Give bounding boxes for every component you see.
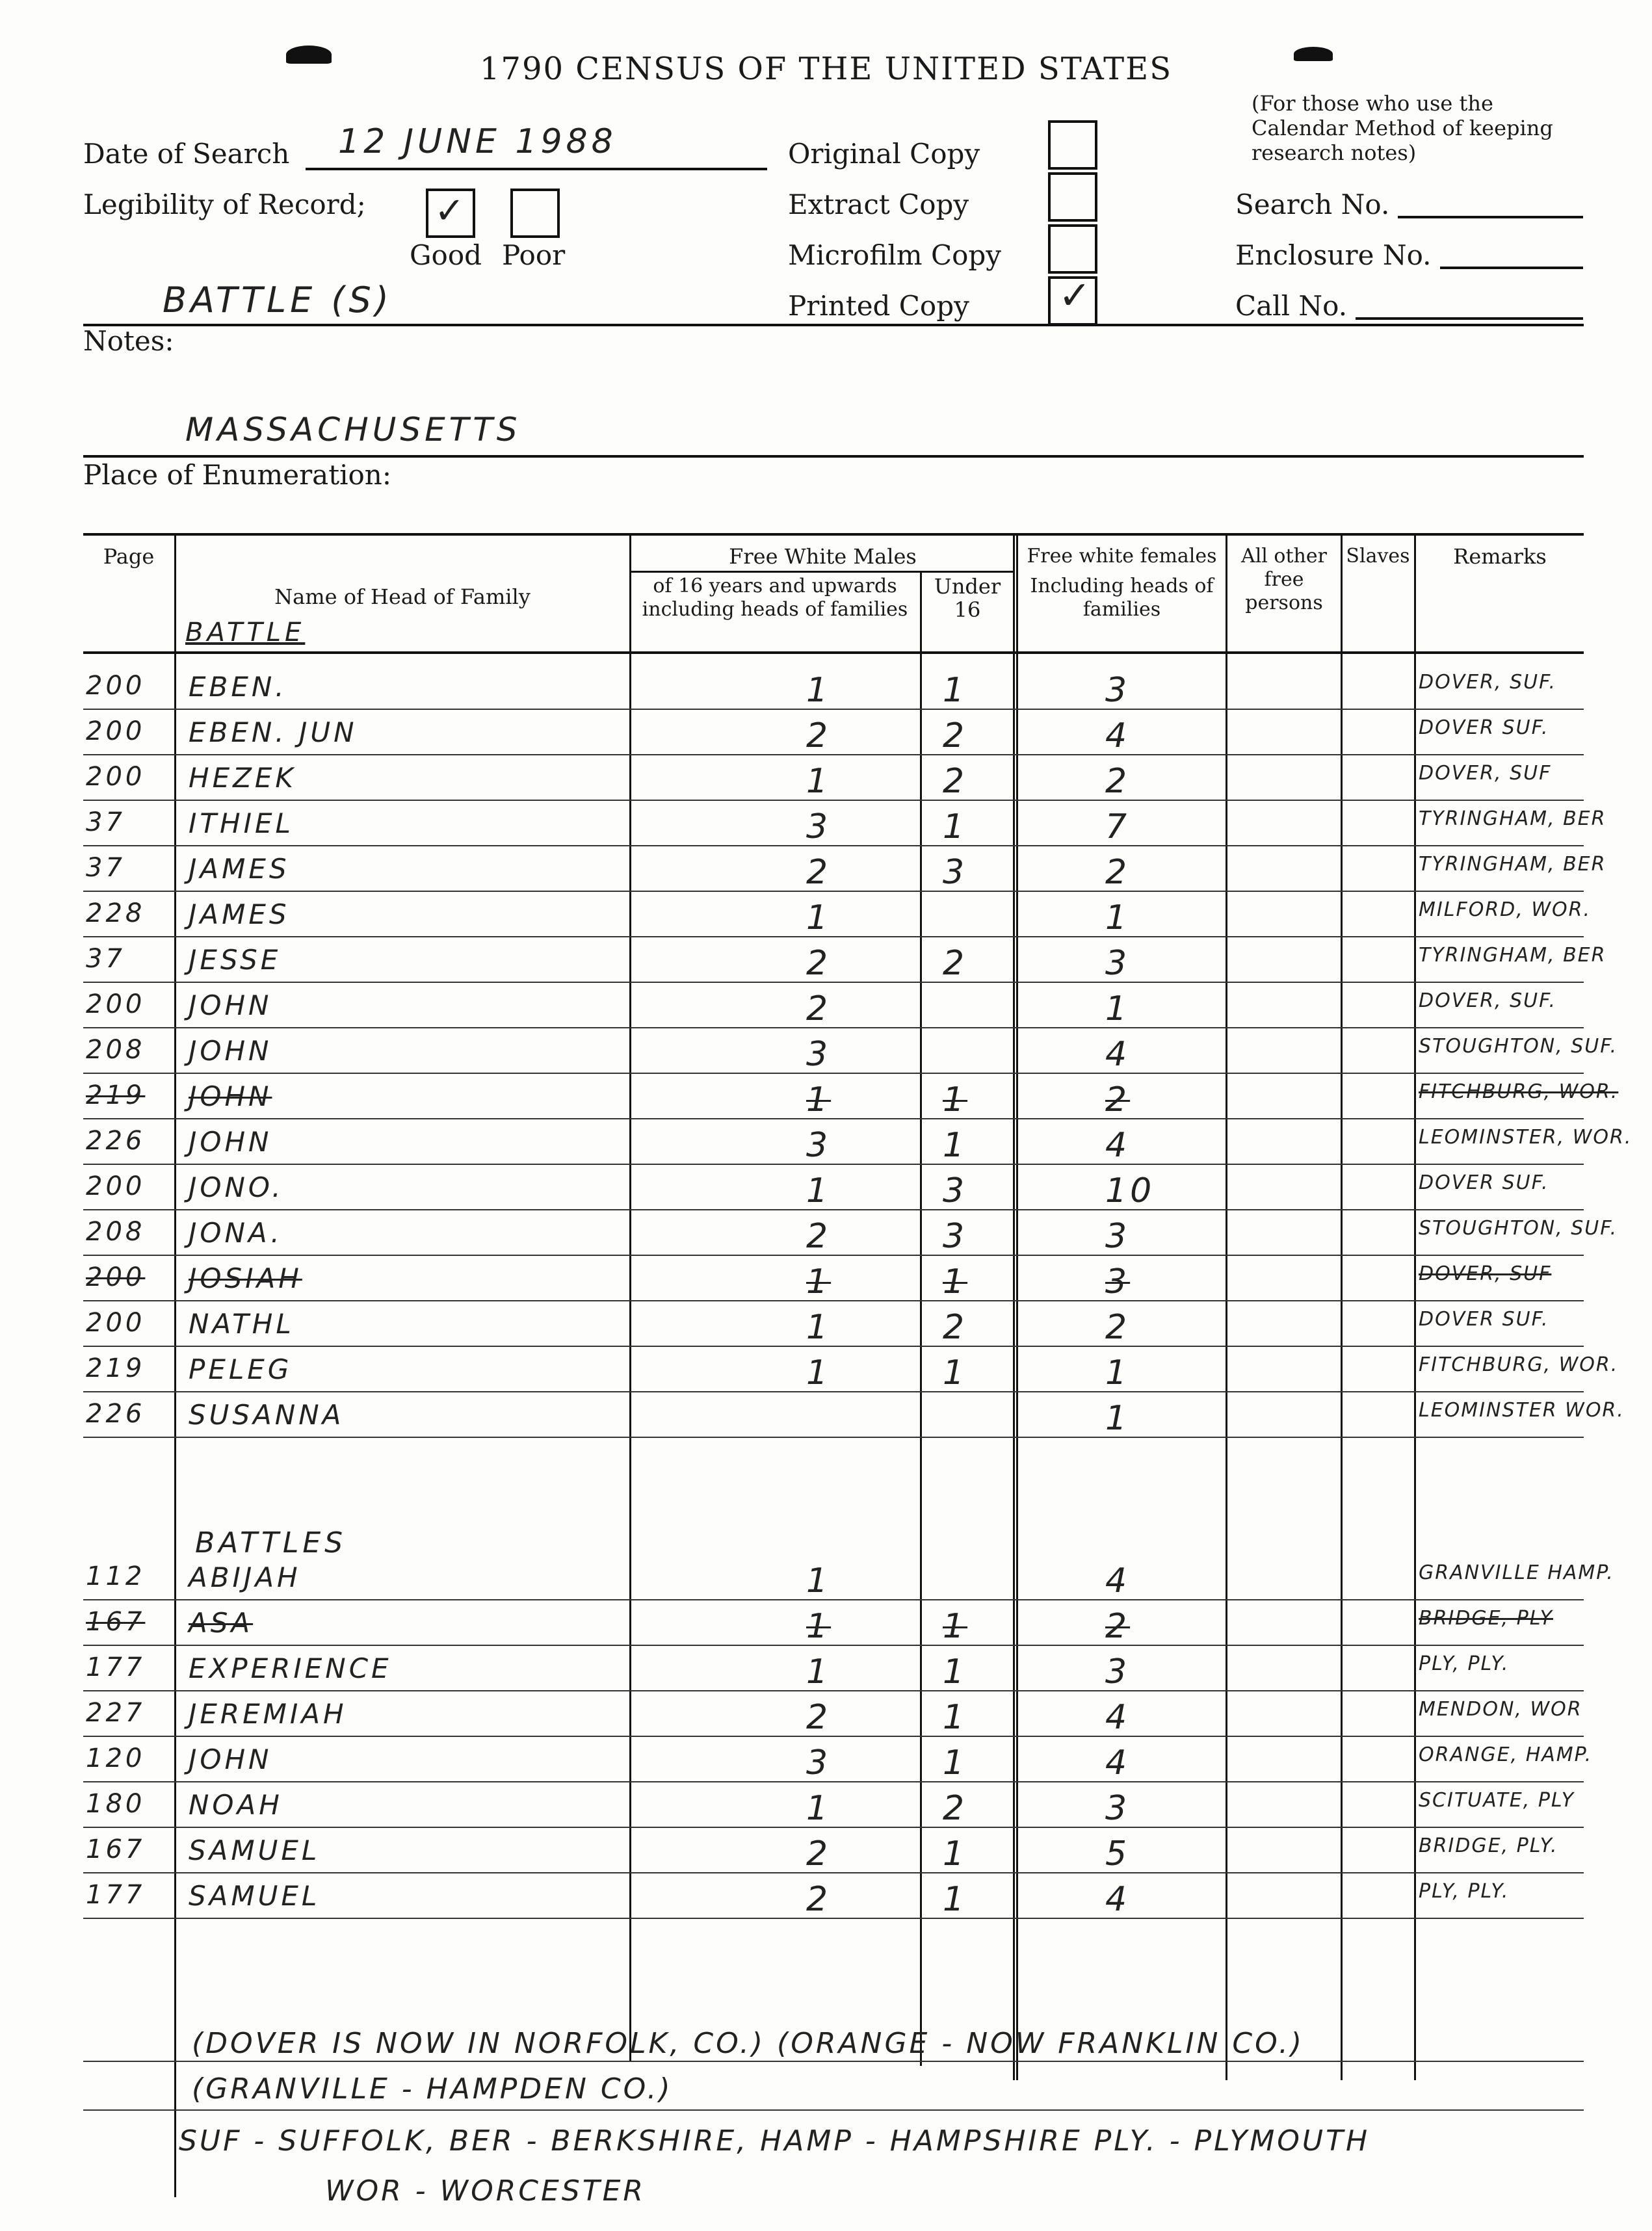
- cell-name: JOHN: [189, 1743, 272, 1775]
- cell-page: 226: [86, 1126, 146, 1156]
- cell-page: 226: [86, 1399, 146, 1429]
- cell-page: 177: [86, 1652, 146, 1682]
- cell-remarks: DOVER, SUF: [1419, 1262, 1552, 1285]
- fwm-header-divider: [629, 571, 1013, 573]
- cell-remarks: DOVER, SUF.: [1419, 671, 1557, 694]
- cell-page: 200: [86, 1262, 146, 1292]
- cell-remarks: DOVER, SUF.: [1419, 989, 1557, 1012]
- cell-remarks: LEOMINSTER WOR.: [1419, 1399, 1625, 1422]
- group-label-battle: BATTLE: [185, 618, 306, 647]
- good-label: Good: [410, 239, 482, 271]
- search-no-label: Search No.: [1235, 189, 1390, 220]
- cell-page: 219: [86, 1080, 146, 1110]
- cell-name: JOHN: [189, 1035, 272, 1067]
- header-fwf-sub: Including heads of families: [1030, 575, 1214, 621]
- cell-page: 200: [86, 1171, 146, 1201]
- cell-name: ABIJAH: [189, 1561, 301, 1593]
- footnote-1: (DOVER IS NOW IN NORFOLK, CO.) (ORANGE - NOW FRANKLIN CO.): [192, 2027, 1305, 2060]
- cell-name: SAMUEL: [189, 1834, 321, 1866]
- col-line-other: [1341, 533, 1343, 2080]
- cell-remarks: PLY, PLY.: [1419, 1652, 1510, 1675]
- enclosure-no-label: Enclosure No.: [1235, 239, 1432, 271]
- date-of-search-value: 12 JUNE 1988: [338, 122, 617, 161]
- header-other: All other free persons: [1241, 545, 1327, 614]
- col-line-mu16: [1013, 533, 1015, 2080]
- cell-remarks: MENDON, WOR: [1419, 1698, 1582, 1721]
- cell-remarks: GRANVILLE HAMP.: [1419, 1561, 1614, 1584]
- legibility-good-check: ✓: [434, 190, 469, 232]
- cell-name: NATHL: [189, 1308, 295, 1340]
- cell-females: 1: [1105, 989, 1131, 1028]
- header-page: Page: [103, 544, 155, 569]
- cell-page: 200: [86, 671, 146, 701]
- cell-page: 227: [86, 1698, 146, 1728]
- col-line-m16: [920, 571, 922, 2066]
- cell-males-16-up: 3: [806, 1126, 832, 1165]
- cell-remarks: SCITUATE, PLY: [1419, 1789, 1575, 1812]
- header-fwm: Free White Males: [729, 544, 917, 569]
- cell-name: SAMUEL: [189, 1880, 321, 1912]
- cell-name: JAMES: [189, 898, 290, 930]
- cell-males-16-up: 1: [806, 898, 832, 937]
- surname-note: BATTLE (S): [163, 280, 393, 320]
- cell-page: 112: [86, 1561, 146, 1591]
- cell-males-16-up: 1: [806, 1789, 832, 1828]
- extract-copy-checkbox[interactable]: [1048, 172, 1097, 222]
- cell-males-under-16: 2: [943, 1789, 968, 1828]
- cell-females: 3: [1105, 1262, 1131, 1301]
- cell-females: 4: [1105, 1035, 1131, 1074]
- cell-name: JOHN: [189, 1126, 272, 1158]
- cell-remarks: DOVER SUF.: [1419, 1171, 1549, 1194]
- cell-females: 1: [1105, 1399, 1131, 1438]
- cell-remarks: BRIDGE, PLY.: [1419, 1834, 1558, 1857]
- cell-remarks: TYRINGHAM, BER: [1419, 807, 1606, 830]
- cell-males-16-up: 1: [806, 1262, 832, 1301]
- call-no-label: Call No.: [1235, 290, 1348, 322]
- footnote-3: SUF - SUFFOLK, BER - BERKSHIRE, HAMP - HAMPSHIRE PLY. - PLYMOUTH: [179, 2124, 1370, 2158]
- cell-name: SUSANNA: [189, 1399, 345, 1431]
- cell-page: 200: [86, 762, 146, 792]
- cell-females: 7: [1105, 807, 1131, 846]
- form-title: 1790 CENSUS OF THE UNITED STATES: [479, 51, 1173, 87]
- cell-males-under-16: 3: [943, 853, 968, 892]
- header-fwm-16-up: of 16 years and upwards including heads of families: [642, 575, 908, 621]
- cell-males-16-up: 2: [806, 1217, 832, 1256]
- cell-remarks: STOUGHTON, SUF.: [1419, 1035, 1618, 1058]
- legibility-label: Legibility of Record;: [83, 189, 366, 220]
- extract-copy-label: Extract Copy: [788, 189, 969, 220]
- cell-page: 37: [86, 807, 125, 837]
- notes-top-rule: [83, 324, 1584, 326]
- cell-name: JAMES: [189, 853, 290, 885]
- cell-remarks: FITCHBURG, WOR.: [1419, 1353, 1619, 1376]
- cell-page: 208: [86, 1217, 146, 1247]
- cell-males-under-16: 1: [943, 1262, 968, 1301]
- table-header-border: [83, 651, 1584, 654]
- cell-remarks: BRIDGE, PLY: [1419, 1607, 1553, 1630]
- cell-name: EXPERIENCE: [189, 1652, 392, 1684]
- cell-females: 3: [1105, 1652, 1131, 1691]
- header-name: Name of Head of Family: [274, 584, 531, 609]
- place-value: MASSACHUSETTS: [185, 411, 521, 449]
- cell-page: 219: [86, 1353, 146, 1383]
- cell-males-under-16: 3: [943, 1171, 968, 1210]
- cell-females: 4: [1105, 1698, 1131, 1737]
- footnote-4: WOR - WORCESTER: [325, 2174, 646, 2208]
- cell-males-16-up: 1: [806, 1607, 832, 1646]
- cell-remarks: PLY, PLY.: [1419, 1880, 1510, 1903]
- cell-females: 4: [1105, 716, 1131, 755]
- cell-females: 3: [1105, 1217, 1131, 1256]
- cell-males-under-16: 1: [943, 1126, 968, 1165]
- cell-males-16-up: 1: [806, 1353, 832, 1392]
- cell-page: 228: [86, 898, 146, 928]
- header-remarks: Remarks: [1453, 544, 1547, 569]
- cell-males-under-16: 1: [943, 1743, 968, 1782]
- cell-name: JOSIAH: [189, 1262, 302, 1294]
- group-label-battles: BATTLES: [195, 1526, 347, 1559]
- cell-males-under-16: 1: [943, 1080, 968, 1119]
- cell-males-16-up: 1: [806, 1171, 832, 1210]
- cell-name: EBEN.: [189, 671, 287, 703]
- cell-page: 200: [86, 989, 146, 1019]
- cell-remarks: FITCHBURG, WOR.: [1419, 1080, 1619, 1103]
- cell-males-16-up: 3: [806, 807, 832, 846]
- cell-males-under-16: 1: [943, 1880, 968, 1919]
- col-line-fwf: [1226, 533, 1227, 2080]
- cell-males-16-up: 1: [806, 1080, 832, 1119]
- cell-males-under-16: 1: [943, 1652, 968, 1691]
- row-rule: [83, 2061, 1584, 2062]
- cell-page: 180: [86, 1789, 146, 1819]
- cell-females: 4: [1105, 1880, 1131, 1919]
- cell-females: 4: [1105, 1126, 1131, 1165]
- cell-males-16-up: 1: [806, 1652, 832, 1691]
- cell-remarks: TYRINGHAM, BER: [1419, 853, 1606, 876]
- cell-remarks: TYRINGHAM, BER: [1419, 944, 1606, 967]
- printed-copy-check: ✓: [1058, 273, 1095, 319]
- cell-females: 1: [1105, 1353, 1131, 1392]
- microfilm-copy-checkbox[interactable]: [1048, 224, 1097, 274]
- legibility-poor-checkbox[interactable]: [510, 189, 560, 238]
- cell-females: 2: [1105, 853, 1131, 892]
- cell-name: ASA: [189, 1607, 254, 1639]
- cell-males-16-up: 2: [806, 989, 832, 1028]
- cell-remarks: LEOMINSTER, WOR.: [1419, 1126, 1632, 1149]
- cell-name: JESSE: [189, 944, 282, 976]
- cell-name: JOHN: [189, 1080, 272, 1112]
- cell-females: 3: [1105, 944, 1131, 983]
- cell-males-under-16: 2: [943, 944, 968, 983]
- cell-males-under-16: 2: [943, 716, 968, 755]
- cell-males-under-16: 2: [943, 762, 968, 801]
- header-fwf: Free white females: [1027, 545, 1217, 568]
- cell-females: 1: [1105, 898, 1131, 937]
- cell-males-16-up: 1: [806, 1308, 832, 1347]
- date-of-search-line: [306, 168, 767, 170]
- place-of-enumeration-label: Place of Enumeration:: [83, 459, 391, 491]
- original-copy-checkbox[interactable]: [1048, 120, 1097, 170]
- cell-males-16-up: 1: [806, 1561, 832, 1600]
- cell-males-under-16: 1: [943, 1353, 968, 1392]
- header-fwm-under16: Under 16: [934, 574, 1001, 622]
- row-rule: [83, 1437, 1584, 1438]
- cell-name: JOHN: [189, 989, 272, 1021]
- cell-name: JONO.: [189, 1171, 284, 1203]
- cell-females: 2: [1105, 762, 1131, 801]
- cell-remarks: STOUGHTON, SUF.: [1419, 1217, 1618, 1240]
- microfilm-copy-label: Microfilm Copy: [788, 239, 1001, 271]
- cell-name: JEREMIAH: [189, 1698, 347, 1730]
- table-top-border: [83, 533, 1584, 536]
- cell-page: 37: [86, 944, 125, 974]
- cell-page: 167: [86, 1607, 146, 1637]
- notes-label: Notes:: [83, 325, 174, 357]
- cell-males-16-up: 2: [806, 716, 832, 755]
- cell-males-16-up: 2: [806, 853, 832, 892]
- cell-males-16-up: 3: [806, 1743, 832, 1782]
- place-rule: [83, 455, 1584, 458]
- printed-copy-label: Printed Copy: [788, 290, 969, 322]
- cell-page: 208: [86, 1035, 146, 1065]
- cell-females: 4: [1105, 1561, 1131, 1600]
- cell-remarks: DOVER SUF.: [1419, 1308, 1549, 1331]
- cell-page: 120: [86, 1743, 146, 1773]
- call-no-line: [1356, 317, 1583, 320]
- cell-remarks: ORANGE, HAMP.: [1419, 1743, 1593, 1766]
- cell-remarks: DOVER SUF.: [1419, 716, 1549, 739]
- cell-males-under-16: 1: [943, 671, 968, 710]
- cell-males-16-up: 1: [806, 762, 832, 801]
- enclosure-no-line: [1440, 267, 1583, 269]
- footnote-2: (GRANVILLE - HAMPDEN CO.): [192, 2072, 673, 2106]
- cell-name: PELEG: [189, 1353, 293, 1385]
- cell-males-16-up: 2: [806, 1880, 832, 1919]
- cell-page: 37: [86, 853, 125, 883]
- calendar-method-note: (For those who use the Calendar Method of keeping research notes): [1252, 91, 1553, 165]
- cell-name: JONA.: [189, 1217, 283, 1249]
- cell-females: 10: [1105, 1171, 1155, 1210]
- cell-males-16-up: 2: [806, 944, 832, 983]
- date-of-search-label: Date of Search: [83, 138, 290, 170]
- cell-name: NOAH: [189, 1789, 283, 1821]
- cell-females: 5: [1105, 1834, 1131, 1873]
- cell-males-16-up: 3: [806, 1035, 832, 1074]
- col-line-slaves: [1414, 533, 1416, 2080]
- cell-remarks: MILFORD, WOR.: [1419, 898, 1591, 921]
- cell-females: 3: [1105, 671, 1131, 710]
- cell-males-under-16: 1: [943, 1834, 968, 1873]
- cell-males-16-up: 2: [806, 1698, 832, 1737]
- cell-males-16-up: 1: [806, 671, 832, 710]
- header-slaves: Slaves: [1346, 545, 1410, 568]
- col-line-page: [174, 533, 176, 2197]
- cell-males-under-16: 3: [943, 1217, 968, 1256]
- cell-males-under-16: 1: [943, 1607, 968, 1646]
- search-no-line: [1398, 216, 1583, 218]
- row-rule: [83, 2109, 1584, 2111]
- cell-page: 167: [86, 1834, 146, 1864]
- cell-females: 4: [1105, 1743, 1131, 1782]
- cell-males-under-16: 2: [943, 1308, 968, 1347]
- original-copy-label: Original Copy: [788, 138, 980, 170]
- cell-name: EBEN. JUN: [189, 716, 358, 748]
- cell-remarks: DOVER, SUF: [1419, 762, 1552, 785]
- col-line-name: [629, 533, 631, 2061]
- cell-page: 200: [86, 1308, 146, 1338]
- cell-males-16-up: 2: [806, 1834, 832, 1873]
- poor-label: Poor: [502, 239, 566, 271]
- cell-females: 2: [1105, 1607, 1131, 1646]
- cell-males-under-16: 1: [943, 807, 968, 846]
- cell-name: ITHIEL: [189, 807, 294, 839]
- col-line-mu16b: [1016, 533, 1018, 2080]
- cell-females: 2: [1105, 1080, 1131, 1119]
- cell-females: 3: [1105, 1789, 1131, 1828]
- cell-females: 2: [1105, 1308, 1131, 1347]
- cell-page: 177: [86, 1880, 146, 1910]
- cell-males-under-16: 1: [943, 1698, 968, 1737]
- cell-page: 200: [86, 716, 146, 746]
- cell-name: HEZEK: [189, 762, 296, 794]
